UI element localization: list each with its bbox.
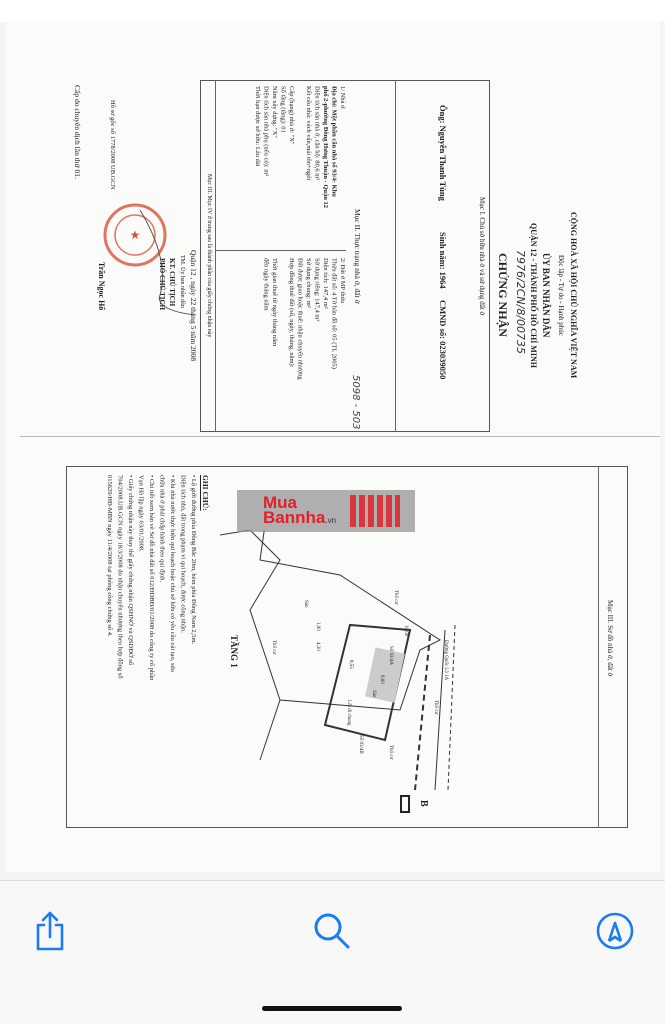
building-logo-icon: [350, 495, 400, 527]
road-label: Đường Quốc Lộ 1A: [443, 640, 448, 681]
search-button[interactable]: [310, 909, 354, 953]
label-tho-cu: Thổ cư: [433, 700, 438, 715]
floor-label: TẦNG 1: [229, 635, 239, 668]
svg-text:★: ★: [129, 228, 141, 242]
label-tho-cu: Thổ cư: [388, 745, 393, 760]
motto: Độc lập - Tự do - Hạnh phúc: [557, 254, 565, 336]
mua-bannha-watermark: Mua Bannha.vn: [237, 490, 415, 532]
owner-id: CMND số: 023039050: [438, 300, 448, 380]
district: QUẬN 12 - THÀNH PHỐ HỒ CHÍ MINH: [529, 222, 538, 368]
dimension: 8,55: [348, 660, 353, 669]
label-shared-path: Lối đi chung: [346, 700, 351, 726]
label-tho-cu: Thổ cư: [393, 590, 398, 605]
certificate-title: CHỨNG NHẬN: [496, 253, 510, 337]
country-heading: CỘNG HOÀ XÃ HỘI CHỦ NGHĨA VIỆT NAM: [569, 211, 578, 379]
section2-handwritten: 5098 - 503: [350, 375, 361, 430]
signer-kt: KT. CHỦ TỊCH: [168, 258, 176, 307]
serial-handwritten: 7976/2CN/8/00735: [514, 250, 527, 355]
section3-heading: Mục III. Sơ đồ nhà ở, đất ở: [606, 600, 614, 677]
share-button[interactable]: [28, 909, 72, 953]
date-line: Quận 12 , ngày 22 tháng 5 năm 2008: [189, 250, 198, 362]
markup-icon: [593, 909, 637, 953]
section1-heading: Mục I. Chủ sở hữu nhà ở và sử dụng đất ở: [478, 196, 486, 316]
dimension: 4,30: [315, 642, 320, 651]
house-info: 1/ Nhà ở Địa chỉ: Một phần căn nhà số 93/4- Khu phố 2-phường Đông Hưng Thuận - Quận 12 Diện tích sàn nhà ở, căn hộ: 80,6 m² Kết cấu nhà: vách vấn,mái tôn+ngói Cấp (hạng) nhà ở: "X" Số tầng (tầng): 01 Năm xây dựng: "X" Diện tích sàn nhà phụ (nếu có): m² Thời hạn được sở hữu: Lâu dài: [254, 86, 346, 209]
owner-name: Ông: Nguyễn Thanh Tùng: [438, 105, 448, 201]
lot-93-4a: Số 93/4A: [388, 646, 393, 666]
label-tho-cu: Thổ cư: [271, 640, 276, 655]
land-info: 2/ Đất ở MP thửa Thửa đất số: 4 Tờ bản đồ số: 05 (TL 2005) Diện tích: 147,4 m² Sử dụng riêng: 147,4 m² Sử dụng chung: m² Đất được giao hoặc thuê: nhận chuyển nhượng Hợp đồng thuê đất (số, ngày, tháng, năm): Thời gian thuê từ ngày tháng năm đến ngày tháng năm: [262, 258, 346, 380]
signer-name: Trần Ngọc Hổ: [97, 262, 106, 311]
label-san: Sân: [371, 690, 376, 698]
record-number: Hồ sơ gốc số 1778/2008 UB.GCN: [109, 100, 116, 190]
notes-title: GHI CHÚ:: [201, 475, 210, 511]
signer-org: TM. Ủy ban nhân dân: [179, 255, 185, 308]
markup-button[interactable]: [593, 909, 637, 953]
dimension: 1,90: [315, 622, 320, 631]
lot-93-4b: Số 93/4B: [358, 735, 363, 754]
dimension: 8,60: [379, 675, 384, 684]
home-indicator[interactable]: [262, 1006, 402, 1011]
dimension: 10,00: [403, 625, 408, 637]
section2-heading: Mục II. Thực trạng nhà ở, đất ở: [353, 208, 362, 304]
signer-title: PHÓ CHỦ TỊCH: [158, 258, 166, 310]
issue-note: Cấp do chuyển dịch lần thứ 01.: [73, 85, 82, 179]
bottom-toolbar: [0, 880, 665, 1024]
label-san: Sân: [303, 600, 308, 608]
stamp-and-signature: [100, 200, 200, 320]
footer-note: Mục III. Mục IV ở trang sau là thành phần của giấy chứng nhận này: [206, 174, 212, 338]
authority: ỦY BAN NHÂN DÂN: [541, 252, 551, 338]
north-label: B: [418, 800, 429, 807]
share-icon: [30, 909, 70, 953]
search-icon: [310, 909, 354, 953]
owner-birth: Sinh năm: 1964: [438, 232, 448, 289]
notes-list: • Lộ giới đường phía Đông Bắc 20m, hẻm phía Đông Nam 2,5m. Diện tích nhà, đất trong phạm vi qui hoạch, được công nhận. • Khi nhà nước thực hiện qui hoạch hoặc chủ sở hữu có yêu cầu cải tạo, sửa chữa nhà ở phải chấp hành theo qui định. • Chi tiết xem bản vẽ Sơ đồ nhà đất số 012/ĐDBĐ/01/2008 do công ty cổ phần Vạn Hà lập ngày 03/01/2008. • Giấy chứng nhận này thay thế giấy chứng nhận QSHNỞ và QSDĐỞ số 704/2008.UB.GCN ngày 18/3/2008 do nhận chuyển nhượng theo hợp đồng số 015629/HĐ-MBN ngày 11/4/2008 tại phòng công chứng số 4.: [106, 475, 197, 681]
north-arrow-bar: [400, 795, 410, 813]
